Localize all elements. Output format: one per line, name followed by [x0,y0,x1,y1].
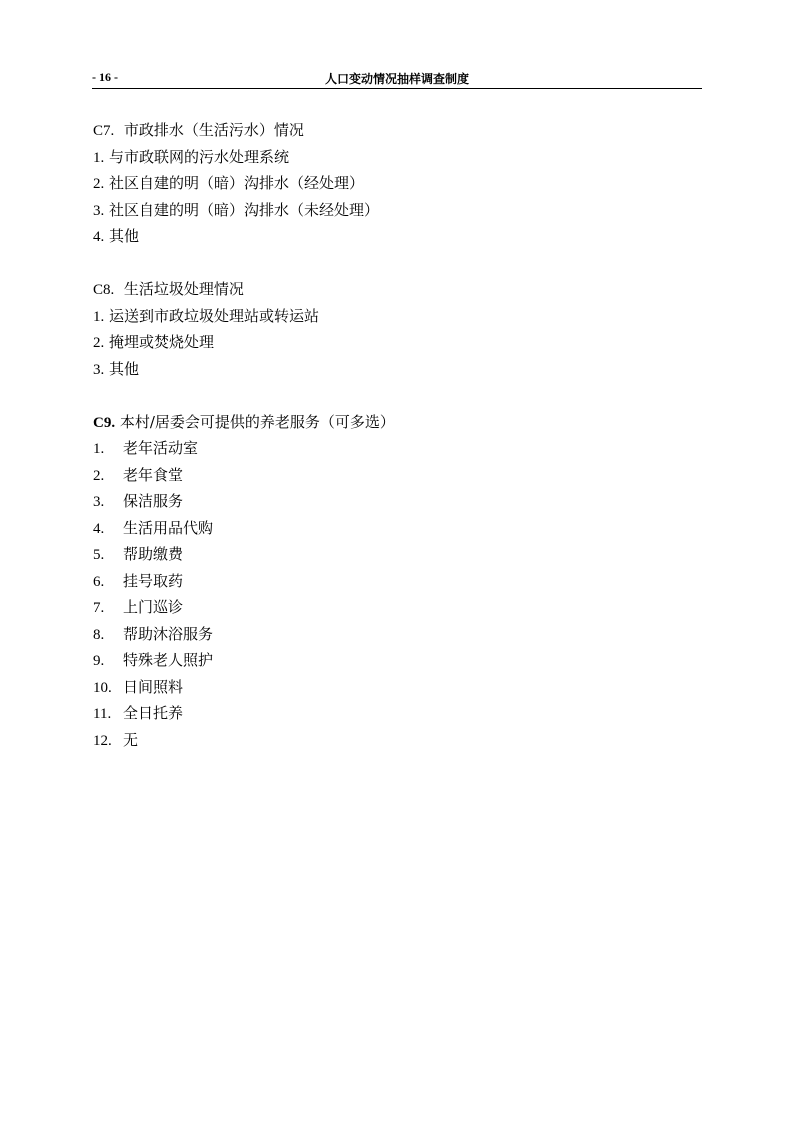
question-title [93,276,693,303]
option-item: 3. 保洁服务 [93,492,184,510]
page-number: - 16 - [92,70,118,84]
question-text: 生活垃圾处理情况 [123,280,244,298]
question-c8 [93,276,693,382]
option-item: 5. 帮助缴费 [93,545,184,563]
question-id: C7. [93,123,115,139]
question-c9 [93,409,693,754]
option-item: 2. 老年食堂 [93,465,184,484]
option-item: 2. 掩埋或焚烧处理 [93,333,215,351]
option-item: 10. 日间照料 [93,677,184,696]
document-body [93,117,693,753]
option-item: 4. 其他 [93,227,140,245]
question-id: C8. [93,282,115,298]
question-id: C9. [93,414,116,431]
option-item: 8. 帮助沐浴服务 [93,624,214,643]
question-text: 本村/居委会可提供的养老服务（可多选） [119,412,395,431]
option-item: 1. 与市政联网的污水处理系统 [93,147,290,166]
option-item: 9. 特殊老人照护 [93,651,214,669]
question-title [93,117,693,144]
option-item: 1. 运送到市政垃圾处理站或转运站 [93,306,320,325]
question-title [93,409,693,436]
question-c7 [93,117,693,250]
spacer [93,250,693,277]
option-item: 3. 其他 [93,359,140,378]
running-title: 人口变动情况抽样调查制度 [324,72,469,86]
option-item: 11. 全日托养 [93,704,184,722]
option-item: 7. 上门巡诊 [93,598,184,616]
option-item: 1. 老年活动室 [93,439,199,457]
option-item: 3. 社区自建的明（暗）沟排水（未经处理） [93,200,380,219]
option-item: 4. 生活用品代购 [93,518,214,537]
option-item: 2. 社区自建的明（暗）沟排水（经处理） [93,174,365,192]
question-text: 市政排水（生活污水）情况 [123,121,304,139]
option-item: 6. 挂号取药 [93,571,184,590]
page-header [92,70,702,89]
spacer [93,382,693,409]
option-item: 12. 无 [93,730,139,749]
